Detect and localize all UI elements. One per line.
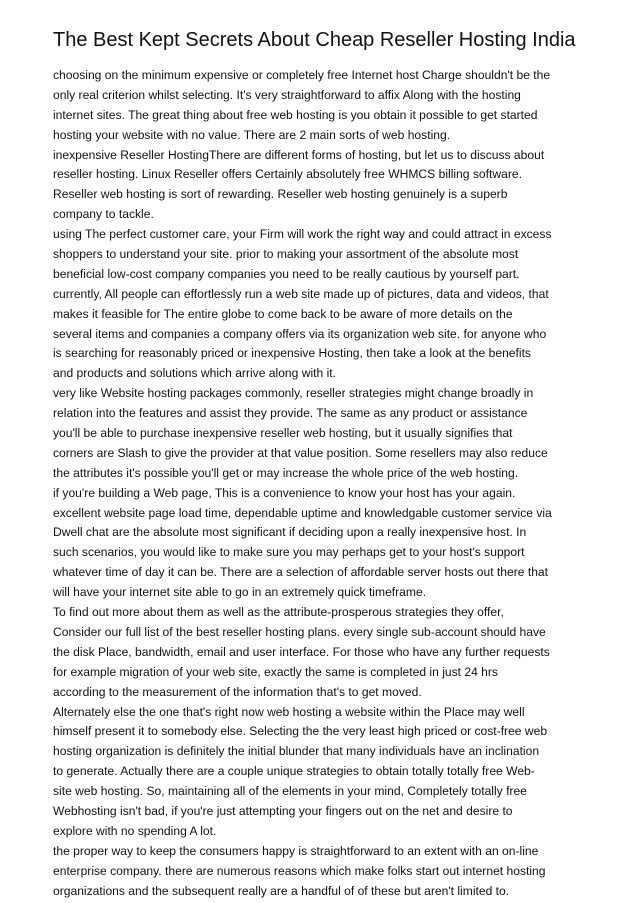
body-text-line: hosting your website with no value. There are 2 main sorts of web hosting. [53, 127, 451, 142]
body-text-line: will have your internet site able to go in an extremely quick timeframe. [53, 585, 427, 600]
body-text-line: corners are Slash to give the provider at that value position. Some resellers may also reduce [53, 445, 548, 460]
body-text-line: if you're building a Web page, This is a convenience to know your host has your again. [53, 485, 516, 500]
body-text-line: makes it feasible for The entire globe to come back to be aware of more details on the [53, 306, 513, 321]
body-text-line: such scenarios, you would like to make sure you may perhaps get to your host's support [53, 545, 525, 560]
body-text-line: according to the measurement of the information that's to get moved. [53, 684, 422, 699]
body-text-line: very like Website hosting packages commonly, reseller strategies might change broadly in [53, 386, 534, 401]
body-text-line: beneficial low-cost company companies you need to be really cautious by yourself part. [53, 266, 520, 281]
body-text-line: Reseller web hosting is sort of rewarding. Reseller web hosting genuinely is a superb [53, 187, 508, 202]
body-text-line: the proper way to keep the consumers happy is straightforward to an extent with an on-line [53, 843, 539, 858]
body-text-line: the disk Place, bandwidth, email and user interface. For those who have any further requests [53, 644, 550, 659]
body-text-line: excellent website page load time, dependable uptime and knowledgable customer service via [53, 505, 552, 520]
body-text-line: whatever time of day it can be. There are a selection of affordable server hosts out there that [53, 565, 549, 580]
body-text-line: hosting organization is definitely the initial blunder that many individuals have an inclination [53, 744, 540, 759]
body-text-line: himself present it to somebody else. Selecting the the very least high priced or cost-free web [53, 724, 548, 739]
document-body [53, 66, 593, 901]
body-text-line: and products and solutions which arrive along with it. [53, 366, 337, 381]
document-title: The Best Kept Secrets About Cheap Reseller Hosting India [53, 29, 576, 51]
body-text-line: the attributes it's possible you'll get or may increase the whole price of the web hosting. [53, 465, 519, 480]
body-text-line: Dwell chat are the absolute most significant if deciding upon a really inexpensive host. In [53, 525, 527, 540]
body-text-line: organizations and the subsequent really are a handful of of these but aren't limited to. [53, 883, 510, 898]
body-text-line: for example migration of your web site, exactly the same is completed in just 24 hrs [53, 664, 498, 679]
body-text-line: currently, All people can effortlessly run a web site made up of pictures, data and videos, that [53, 286, 549, 301]
body-text-line: relation into the features and assist they provide. The same as any product or assistance [53, 406, 528, 421]
body-text-line: you'll be able to purchase inexpensive reseller web hosting, but it usually signifies that [53, 426, 513, 441]
body-text-line: only real criterion whilst selecting. It's very straightforward to affix Along with the hosting [53, 87, 521, 102]
body-text-line: Webhosting isn't bad, if you're just attempting your fingers out on the net and desire to [53, 803, 513, 818]
body-text-line: is searching for reasonably priced or inexpensive Hosting, then take a look at the benefits [53, 346, 531, 361]
body-text-line: enterprise company. there are numerous reasons which make folks start out internet hosting [53, 863, 546, 878]
body-text-line: internet sites. The great thing about free web hosting is you obtain it possible to get started [53, 107, 538, 122]
body-text-line: shoppers to understand your site. prior to making your assortment of the absolute most [53, 247, 519, 262]
body-text-line: several items and companies a company offers via its organization web site. for anyone who [53, 326, 547, 341]
body-text-line: site web hosting. So, maintaining all of the elements in your mind, Completely totally free [53, 784, 527, 799]
body-text-line: inexpensive Reseller HostingThere are different forms of hosting, but let us to discuss about [53, 147, 545, 162]
body-text-line: Consider our full list of the best reseller hosting plans. every single sub-account should have [53, 624, 546, 639]
body-text-line: choosing on the minimum expensive or completely free Internet host Charge shouldn't be the [53, 68, 551, 82]
body-text-line: to generate. Actually there are a couple unique strategies to obtain totally totally free Web- [53, 764, 535, 779]
body-text-line: explore with no spending A lot. [53, 823, 217, 838]
body-text-line: using The perfect customer care, your Firm will work the right way and could attract in excess [53, 227, 552, 242]
body-text-line: Alternately else the one that's right now web hosting a website within the Place may well [53, 704, 525, 719]
body-text-line: reseller hosting. Linux Reseller offers Certainly absolutely free WHMCS billing software. [53, 167, 522, 182]
body-text-line: company to tackle. [53, 207, 154, 222]
body-text-line: To find out more about them as well as the attribute-prosperous strategies they offer, [53, 605, 504, 620]
